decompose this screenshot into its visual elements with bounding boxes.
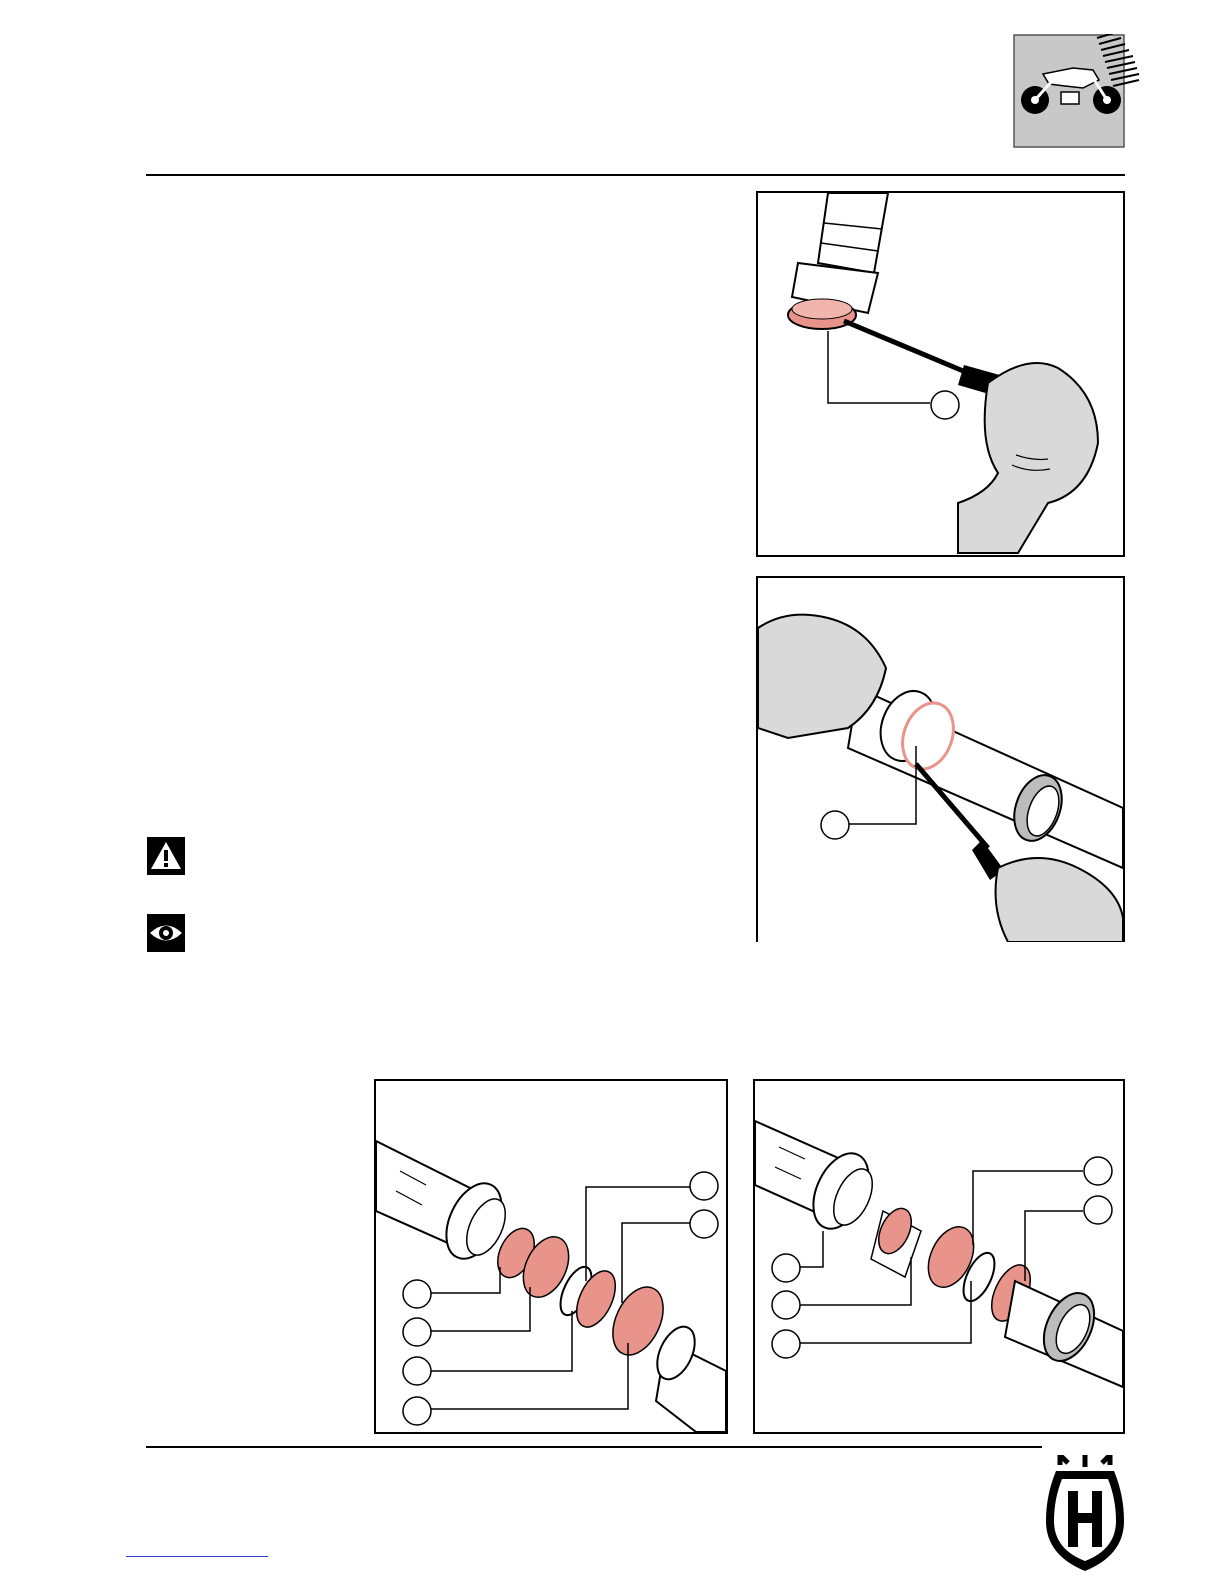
husqvarna-logo-icon xyxy=(1040,1455,1130,1573)
section-badge xyxy=(1013,34,1125,148)
footer-rule xyxy=(146,1446,1042,1448)
header-rule xyxy=(146,174,1125,176)
motorcycle-suspension-icon xyxy=(1013,34,1143,154)
figure-exploded-a xyxy=(374,1079,728,1434)
page-link-underline[interactable] xyxy=(126,1556,268,1557)
figure-remove-seal xyxy=(756,191,1125,557)
warning-triangle-icon xyxy=(147,837,185,875)
figure-exploded-b xyxy=(753,1079,1125,1434)
eye-icon xyxy=(147,914,185,952)
figure-remove-ring xyxy=(756,576,1125,942)
